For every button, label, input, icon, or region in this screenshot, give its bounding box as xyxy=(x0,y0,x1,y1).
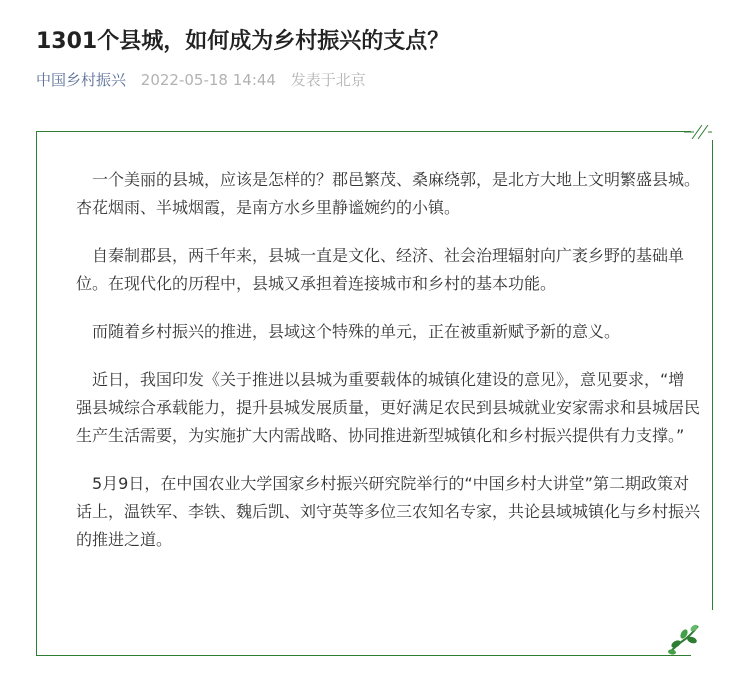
corner-deco-icon xyxy=(684,122,712,142)
leaf-deco-icon xyxy=(664,618,704,658)
account-name-link[interactable]: 中国乡村振兴 xyxy=(36,71,127,89)
article-body xyxy=(76,166,700,574)
content-frame-right-edge xyxy=(712,140,713,610)
paragraph: 而随着乡村振兴的推进，县域这个特殊的单元，正在被重新赋予新的意义。 xyxy=(76,322,621,341)
publish-date: 2022-05-18 14:44 xyxy=(140,71,276,89)
paragraph: 5月9日，在中国农业大学国家乡村振兴研究院举行的“中国乡村大讲堂”第二期政策对话上，温铁军、李铁、魏后凯、刘守英等多位三农知名专家，共论县域城镇化与乡村振兴的推进之道。 xyxy=(76,474,701,549)
paragraph: 一个美丽的县城，应该是怎样的？郡邑繁茂、桑麻绕郭，是北方大地上文明繁盛县城。杏花烟雨、半城烟霞，是南方水乡里静谧婉约的小镇。 xyxy=(76,170,701,217)
publish-location: 发表于北京 xyxy=(290,71,366,89)
article-title: 1301个县城，如何成为乡村振兴的支点？ xyxy=(36,29,450,54)
paragraph: 近日，我国印发《关于推进以县城为重要载体的城镇化建设的意见》，意见要求，“增强县城综合承载能力，提升县城发展质量，更好满足农民到县城就业安家需求和县城居民生产生活需要，为实施扩大内需战略、协同推进新型城镇化和乡村振兴提供有力支撑。” xyxy=(76,370,701,445)
paragraph: 自秦制郡县，两千年来，县城一直是文化、经济、社会治理辐射向广袤乡野的基础单位。在现代化的历程中，县城又承担着连接城市和乡村的基本功能。 xyxy=(76,246,685,293)
article-meta xyxy=(36,70,366,90)
